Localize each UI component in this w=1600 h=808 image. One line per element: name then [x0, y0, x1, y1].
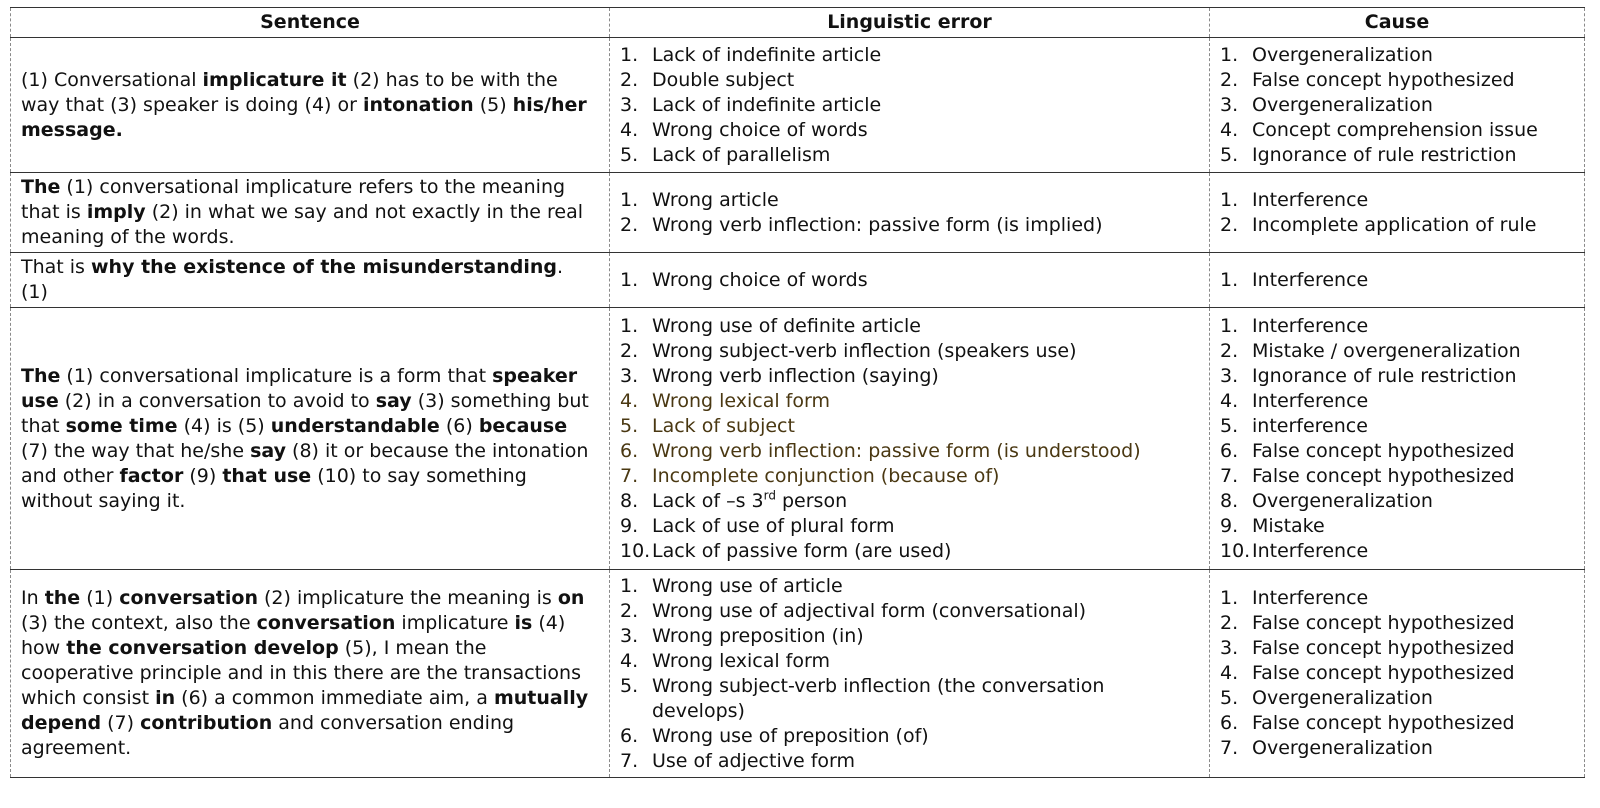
item-text: False concept hypothesized: [1252, 712, 1515, 734]
error-item: [620, 143, 1201, 168]
item-text: Wrong verb inflection (saying): [652, 364, 939, 387]
item-number: 1.: [1220, 314, 1239, 337]
item-text: Wrong verb inflection: passive form (is understood): [652, 439, 1141, 462]
item-number: 1.: [620, 268, 639, 291]
error-item: [620, 188, 1201, 213]
column-header-linguistic-error: Linguistic error: [610, 8, 1210, 38]
item-text: Wrong article: [652, 188, 779, 211]
cause-item: [1220, 213, 1576, 238]
sentence-text-segment: and conversation ending agreement.: [21, 712, 515, 759]
cause-text: [1252, 514, 1576, 539]
error-text: [652, 724, 1201, 749]
error-text: [652, 364, 1201, 389]
item-text: Incomplete application of rule: [1252, 213, 1537, 236]
item-text: False concept hypothesized: [1252, 68, 1515, 91]
error-text: [652, 624, 1201, 649]
sentence-text-segment: (8) it or because the intonation and other: [21, 439, 589, 487]
sentence-bold-segment: conversation: [256, 612, 396, 634]
item-number: 5.: [1220, 143, 1239, 166]
sentence-cell: [11, 253, 610, 308]
table-row: [11, 570, 1585, 778]
sentence-cell: [11, 38, 610, 173]
item-number: 2.: [620, 213, 639, 236]
sentence-text-segment: (5), I mean the cooperative principle and in this there are the transactions which consist: [21, 637, 581, 709]
error-item: [620, 93, 1201, 118]
error-text: [652, 599, 1201, 624]
item-number: 5.: [620, 143, 639, 166]
sentence-bold-segment: why the existence of the misunderstanding: [91, 256, 557, 278]
cause-text: [1252, 268, 1576, 293]
cause-text: [1252, 68, 1576, 93]
error-item: [620, 489, 1201, 514]
sentence-text-segment: (4) how: [21, 612, 566, 659]
error-text: [652, 489, 1201, 514]
cause-text: [1252, 213, 1576, 238]
sentence-text-segment: (3) something but that: [21, 389, 589, 437]
cause-item: [1220, 43, 1576, 68]
error-item: [620, 439, 1201, 464]
sentence-bold-segment: mutually depend: [21, 687, 589, 734]
error-item: [620, 539, 1201, 564]
item-text: Interference: [1252, 188, 1369, 211]
cause-item: [1220, 464, 1576, 489]
item-number: 1.: [1220, 188, 1239, 211]
sentence-bold-segment: understandable: [270, 414, 440, 437]
item-number: 3.: [1220, 364, 1239, 387]
sentence-bold-segment: implicature it: [202, 68, 347, 91]
error-cell: [610, 570, 1210, 778]
cause-text: [1252, 611, 1576, 636]
sentence-bold-segment: conversation: [119, 587, 258, 609]
cause-text: [1252, 711, 1576, 736]
sentence-bold-segment: contribution: [140, 712, 273, 734]
sentence-text-segment: . (1): [21, 256, 564, 303]
error-text: [652, 514, 1201, 539]
cause-text: [1252, 686, 1576, 711]
cause-list: [1220, 268, 1576, 293]
sentence-bold-segment: is: [514, 612, 533, 634]
item-text: Wrong use of definite article: [652, 314, 921, 337]
item-number: 3.: [1220, 93, 1239, 116]
item-text: Mistake / overgeneralization: [1252, 339, 1521, 362]
cause-text: [1252, 489, 1576, 514]
cause-text: [1252, 364, 1576, 389]
sentence-bold-segment: his/her message.: [21, 93, 587, 141]
sentence-text-segment: That is: [21, 256, 91, 278]
cause-item: [1220, 314, 1576, 339]
cause-item: [1220, 439, 1576, 464]
error-text: [652, 439, 1201, 464]
cause-item: [1220, 364, 1576, 389]
sentence-bold-segment: the conversation develop: [66, 637, 339, 659]
error-item: [620, 649, 1201, 674]
item-number: 3.: [620, 624, 639, 647]
cause-text: [1252, 143, 1576, 168]
item-text: Interference: [1252, 268, 1369, 291]
cause-list: [1220, 43, 1576, 168]
sentence-bold-segment: The: [21, 176, 61, 198]
error-text: [652, 674, 1201, 724]
item-text: Double subject: [652, 68, 795, 91]
item-text: False concept hypothesized: [1252, 439, 1515, 462]
cause-text: [1252, 188, 1576, 213]
item-text: Lack of subject: [652, 414, 795, 437]
item-number: 1.: [620, 314, 639, 337]
error-text: [652, 314, 1201, 339]
cause-item: [1220, 93, 1576, 118]
error-text: [652, 464, 1201, 489]
table-header-row: [11, 8, 1585, 38]
item-text: Interference: [1252, 314, 1369, 337]
item-text: Overgeneralization: [1252, 687, 1433, 709]
cause-text: [1252, 736, 1576, 761]
item-text: Wrong lexical form: [652, 649, 830, 672]
error-item: [620, 43, 1201, 68]
item-number: 10.: [620, 539, 651, 562]
cause-list: [1220, 188, 1576, 238]
error-cell: [610, 308, 1210, 570]
cause-item: [1220, 514, 1576, 539]
cause-list: [1220, 586, 1576, 761]
sentence-text-segment: (7) the way that he/she: [21, 439, 251, 462]
item-number: 5.: [620, 414, 639, 437]
error-item: [620, 674, 1201, 724]
column-header-cause: Cause: [1210, 8, 1585, 38]
item-number: 1.: [1220, 268, 1239, 291]
item-number: 2.: [620, 339, 639, 362]
item-text: Wrong preposition (in): [652, 624, 864, 647]
error-list: [620, 188, 1201, 238]
item-text: Ignorance of rule restriction: [1252, 143, 1517, 166]
error-text: [652, 749, 1201, 774]
item-number: 7.: [1220, 464, 1239, 487]
cause-text: [1252, 661, 1576, 686]
error-item: [620, 389, 1201, 414]
item-text: Lack of indefinite article: [652, 93, 882, 116]
item-text: Mistake: [1252, 514, 1325, 537]
item-text: Lack of –s 3: [652, 489, 764, 512]
item-number: 4.: [620, 118, 639, 141]
item-text: False concept hypothesized: [1252, 612, 1515, 634]
sentence-text-segment: (2) implicature the meaning is: [257, 587, 558, 609]
error-item: [620, 414, 1201, 439]
item-number: 4.: [1220, 662, 1239, 684]
sentence-text-segment: (10) to say something without saying it.: [21, 464, 527, 512]
error-item: [620, 749, 1201, 774]
error-item: [620, 599, 1201, 624]
cause-item: [1220, 711, 1576, 736]
item-text: Overgeneralization: [1252, 43, 1433, 66]
sentence-bold-segment: say: [250, 439, 287, 462]
error-text: [652, 118, 1201, 143]
cause-text: [1252, 389, 1576, 414]
item-text: False concept hypothesized: [1252, 662, 1515, 684]
item-text: Interference: [1252, 389, 1369, 412]
item-number: 7.: [1220, 737, 1239, 759]
item-number: 9.: [1220, 514, 1239, 537]
item-number: 9.: [620, 514, 639, 537]
error-analysis-table: [10, 7, 1585, 778]
item-number: 1.: [620, 574, 639, 597]
cause-item: [1220, 636, 1576, 661]
item-number: 1.: [1220, 587, 1239, 609]
cause-item: [1220, 686, 1576, 711]
error-item: [620, 624, 1201, 649]
cause-text: [1252, 414, 1576, 439]
error-item: [620, 574, 1201, 599]
error-cell: [610, 38, 1210, 173]
sentence-text-segment: (2) in a conversation to avoid to: [58, 389, 376, 412]
error-text: [652, 389, 1201, 414]
item-number: 4.: [620, 389, 639, 412]
item-number: 1.: [620, 43, 639, 66]
error-text: [652, 539, 1201, 564]
column-header-sentence: Sentence: [11, 8, 610, 38]
item-number: 3.: [1220, 637, 1239, 659]
cause-item: [1220, 68, 1576, 93]
error-text: [652, 93, 1201, 118]
item-number: 6.: [1220, 712, 1239, 734]
sentence-bold-segment: imply: [86, 201, 146, 223]
cause-item: [1220, 143, 1576, 168]
sentence-bold-segment: on: [557, 587, 585, 609]
item-text: Lack of use of plural form: [652, 514, 895, 537]
cause-text: [1252, 539, 1576, 564]
error-text: [652, 188, 1201, 213]
item-text: Ignorance of rule restriction: [1252, 364, 1517, 387]
item-text: Wrong verb inflection: passive form (is implied): [652, 213, 1103, 236]
error-item: [620, 339, 1201, 364]
sentence-text-segment: implicature: [395, 612, 515, 634]
item-text: Wrong use of article: [652, 574, 843, 597]
error-item: [620, 314, 1201, 339]
item-text: Use of adjective form: [652, 749, 856, 772]
sentence-text-segment: (9): [183, 464, 223, 487]
item-text: Overgeneralization: [1252, 737, 1433, 759]
sentence-cell: [11, 173, 610, 253]
item-text: interference: [1252, 414, 1368, 437]
cause-cell: [1210, 570, 1585, 778]
cause-text: [1252, 439, 1576, 464]
sentence-text-segment: (2) has to be with the way that (3) speaker is doing (4) or: [21, 68, 558, 116]
item-number: 2.: [1220, 68, 1239, 91]
superscript-text: rd: [763, 488, 776, 503]
table-row: [11, 173, 1585, 253]
cause-item: [1220, 414, 1576, 439]
item-text: Incomplete conjunction (because of): [652, 464, 1000, 487]
error-text: [652, 43, 1201, 68]
item-text: Wrong subject-verb inflection (speakers use): [652, 339, 1077, 362]
sentence-text-segment: (3) the context, also the: [21, 612, 257, 634]
error-text: [652, 213, 1201, 238]
item-number: 4.: [620, 649, 639, 672]
cause-text: [1252, 118, 1576, 143]
table-row: [11, 308, 1585, 570]
error-analysis-table-frame: [10, 7, 1584, 797]
error-item: [620, 364, 1201, 389]
item-number: 10.: [1220, 539, 1251, 562]
cause-text: [1252, 339, 1576, 364]
sentence-text-segment: (4) is (5): [177, 414, 271, 437]
sentence-text-segment: (5): [473, 93, 513, 116]
item-number: 7.: [620, 464, 639, 487]
item-text: Concept comprehension issue: [1252, 118, 1538, 141]
item-number: 2.: [620, 599, 639, 622]
sentence-text-segment: (2) in what we say and not exactly in the real meaning of the words.: [21, 201, 584, 248]
cause-cell: [1210, 173, 1585, 253]
sentence-text-segment: (1): [80, 587, 120, 609]
item-text: Wrong choice of words: [652, 118, 868, 141]
sentence-text-segment: (1) conversational implicature refers to the meaning that is: [21, 176, 566, 223]
error-item: [620, 213, 1201, 238]
sentence-text-segment: (6): [439, 414, 479, 437]
table-row: [11, 38, 1585, 173]
error-item: [620, 464, 1201, 489]
item-text: Wrong use of preposition (of): [652, 724, 929, 747]
error-text: [652, 68, 1201, 93]
sentence-bold-segment: that use: [222, 464, 312, 487]
cause-text: [1252, 93, 1576, 118]
error-item: [620, 268, 1201, 293]
item-number: 3.: [620, 93, 639, 116]
error-text: [652, 574, 1201, 599]
cause-text: [1252, 464, 1576, 489]
item-number: 8.: [620, 489, 639, 512]
cause-item: [1220, 611, 1576, 636]
table-body: [11, 38, 1585, 778]
cause-list: [1220, 314, 1576, 564]
sentence-bold-segment: say: [375, 389, 412, 412]
error-list: [620, 314, 1201, 564]
sentence-bold-segment: speaker use: [21, 364, 578, 412]
item-text: False concept hypothesized: [1252, 637, 1515, 659]
sentence-bold-segment: in: [155, 687, 176, 709]
error-cell: [610, 173, 1210, 253]
sentence-text-segment: (7): [101, 712, 141, 734]
item-number: 6.: [1220, 439, 1239, 462]
item-number: 4.: [1220, 389, 1239, 412]
item-text: Lack of indefinite article: [652, 43, 882, 66]
item-number: 2.: [1220, 213, 1239, 236]
sentence-text-segment: (6) a common immediate aim, a: [175, 687, 494, 709]
cause-text: [1252, 43, 1576, 68]
item-text: Overgeneralization: [1252, 489, 1433, 512]
error-text: [652, 339, 1201, 364]
sentence-bold-segment: The: [21, 364, 61, 387]
cause-item: [1220, 489, 1576, 514]
item-number: 1.: [620, 188, 639, 211]
item-number: 5.: [1220, 687, 1239, 709]
item-text: Interference: [1252, 539, 1369, 562]
error-item: [620, 118, 1201, 143]
item-number: 6.: [620, 439, 639, 462]
cause-item: [1220, 118, 1576, 143]
item-text: False concept hypothesized: [1252, 464, 1515, 487]
item-number: 2.: [1220, 339, 1239, 362]
error-text: [652, 414, 1201, 439]
cause-item: [1220, 586, 1576, 611]
item-text: Wrong subject-verb inflection (the conversation develops): [652, 674, 1105, 722]
error-list: [620, 268, 1201, 293]
sentence-bold-segment: factor: [119, 464, 184, 487]
item-text: Lack of passive form (are used): [652, 539, 952, 562]
item-number: 5.: [1220, 414, 1239, 437]
item-number: 5.: [620, 674, 639, 697]
item-text: Interference: [1252, 587, 1369, 609]
item-text-suffix: person: [775, 489, 848, 512]
sentence-text-segment: In: [21, 587, 45, 609]
cause-item: [1220, 661, 1576, 686]
table-row: [11, 253, 1585, 308]
sentence-text-segment: (1) conversational implicature is a form that: [60, 364, 493, 387]
cause-cell: [1210, 253, 1585, 308]
item-number: 1.: [1220, 43, 1239, 66]
sentence-bold-segment: the: [44, 587, 81, 609]
item-text: Wrong lexical form: [652, 389, 830, 412]
item-number: 8.: [1220, 489, 1239, 512]
error-text: [652, 649, 1201, 674]
error-text: [652, 268, 1201, 293]
error-list: [620, 43, 1201, 168]
item-number: 2.: [1220, 612, 1239, 634]
error-item: [620, 514, 1201, 539]
cause-item: [1220, 268, 1576, 293]
error-item: [620, 68, 1201, 93]
item-text: Overgeneralization: [1252, 93, 1433, 116]
sentence-text-segment: (1) Conversational: [21, 68, 203, 91]
cause-cell: [1210, 38, 1585, 173]
item-number: 7.: [620, 749, 639, 772]
sentence-bold-segment: some time: [65, 414, 178, 437]
cause-text: [1252, 636, 1576, 661]
error-list: [620, 574, 1201, 774]
error-text: [652, 143, 1201, 168]
cause-item: [1220, 389, 1576, 414]
cause-item: [1220, 539, 1576, 564]
item-number: 2.: [620, 68, 639, 91]
sentence-cell: [11, 570, 610, 778]
cause-text: [1252, 586, 1576, 611]
sentence-bold-segment: because: [478, 414, 568, 437]
item-number: 6.: [620, 724, 639, 747]
item-text: Wrong choice of words: [652, 268, 868, 291]
error-item: [620, 724, 1201, 749]
item-number: 3.: [620, 364, 639, 387]
cause-item: [1220, 339, 1576, 364]
sentence-cell: [11, 308, 610, 570]
item-number: 4.: [1220, 118, 1239, 141]
item-text: Wrong use of adjectival form (conversational): [652, 599, 1087, 622]
cause-cell: [1210, 308, 1585, 570]
cause-item: [1220, 736, 1576, 761]
cause-item: [1220, 188, 1576, 213]
sentence-bold-segment: intonation: [362, 93, 474, 116]
error-cell: [610, 253, 1210, 308]
cause-text: [1252, 314, 1576, 339]
item-text: Lack of parallelism: [652, 143, 831, 166]
